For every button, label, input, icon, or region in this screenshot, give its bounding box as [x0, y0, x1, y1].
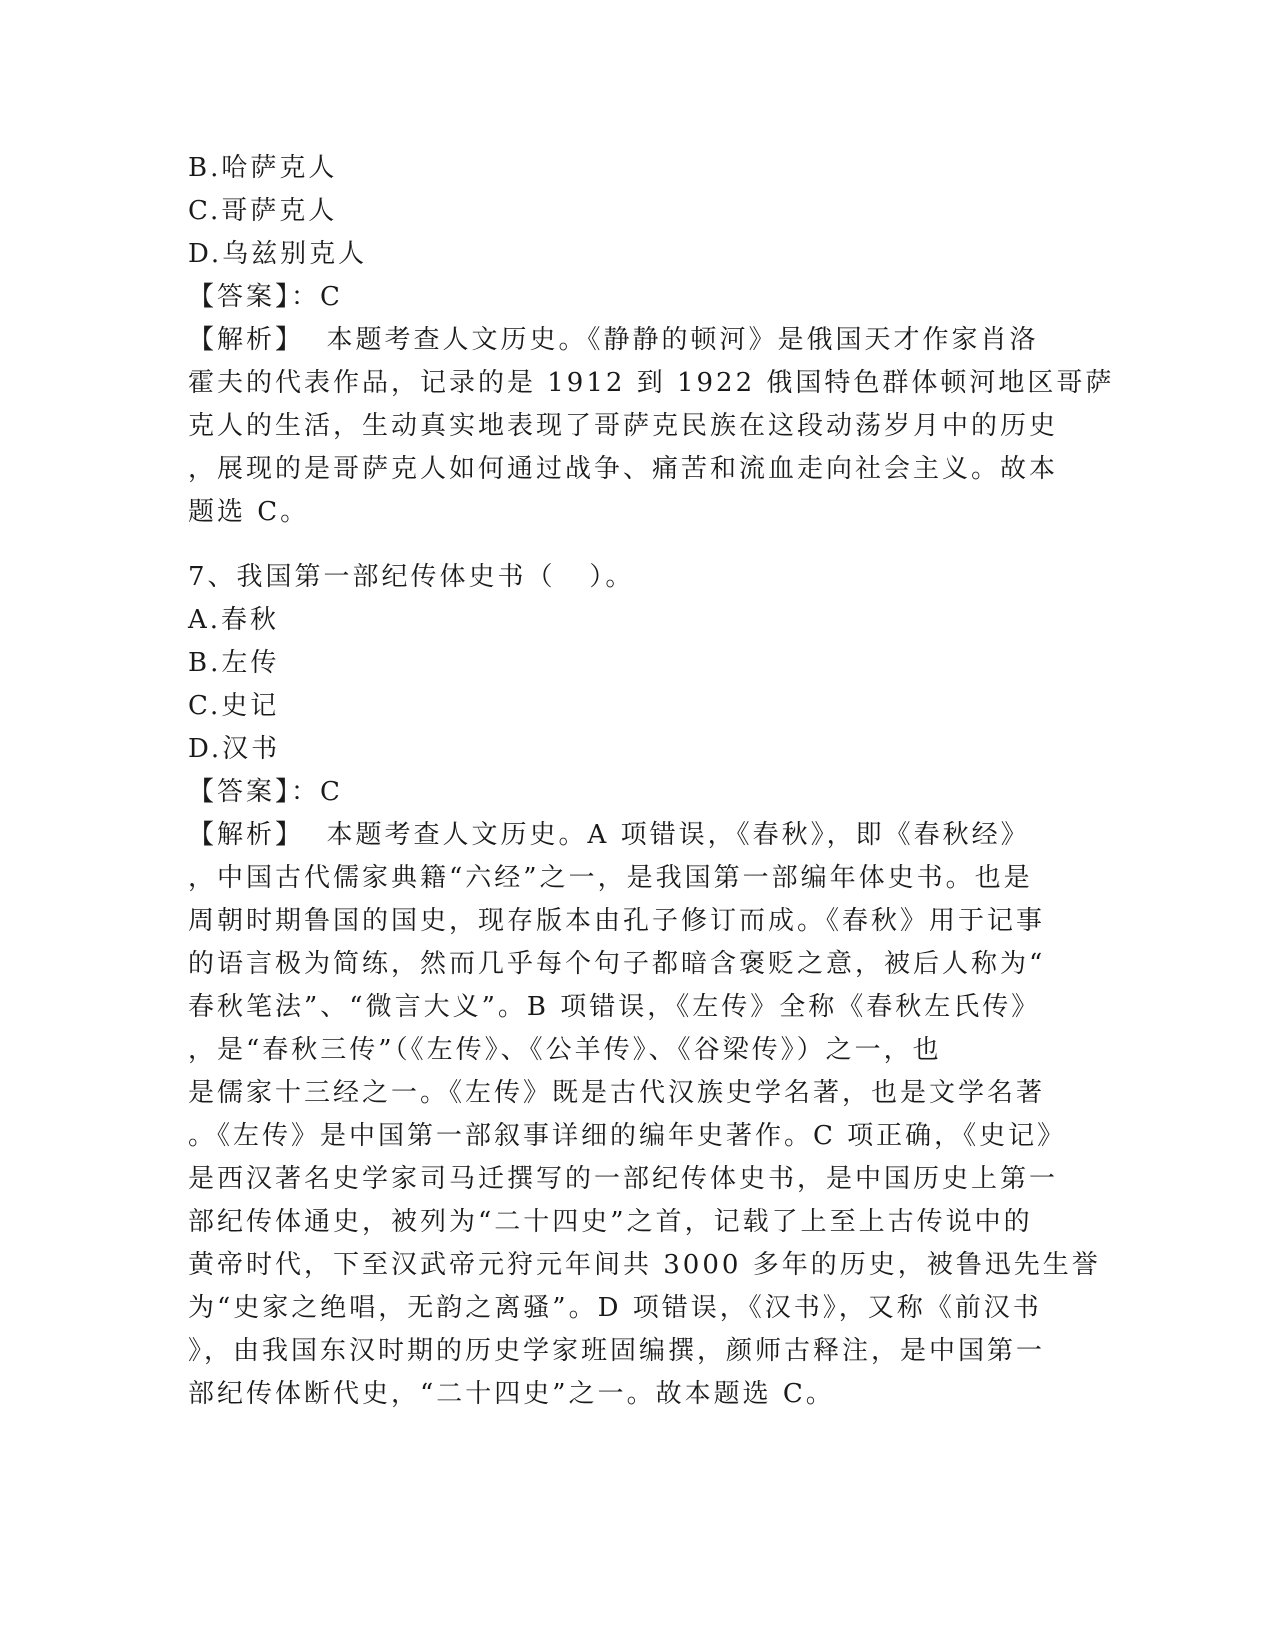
question-block-6 [188, 147, 1115, 534]
analysis-line: 黄帝时代，下至汉武帝元狩元年间共 3000 多年的历史，被鲁迅先生誉 [188, 1250, 1101, 1280]
option-d: D.汉书 [188, 734, 281, 764]
option-d: D.乌兹别克人 [188, 239, 368, 269]
analysis-line: 》，由我国东汉时期的历史学家班固编撰，颜师古释注，是中国第一 [188, 1336, 1046, 1366]
question-title: 7、我国第一部纪传体史书（ ）。 [188, 562, 635, 592]
analysis-line: 题选 C。 [188, 497, 310, 527]
analysis-line: ，展现的是哥萨克人如何通过战争、痛苦和流血走向社会主义。故本 [188, 454, 1059, 484]
analysis-line: 春秋笔法”、“微言大义”。B 项错误，《左传》全称《春秋左氏传》 [188, 992, 1041, 1022]
analysis-line: ，中国古代儒家典籍“六经”之一，是我国第一部编年体史书。也是 [188, 863, 1033, 893]
option-b: B.哈萨克人 [188, 153, 338, 183]
document-page [188, 147, 1115, 1416]
option-c: C.哥萨克人 [188, 196, 338, 226]
analysis-line: 【解析】 本题考查人文历史。A 项错误，《春秋》，即《春秋经》 [188, 820, 1030, 850]
analysis-line: 霍夫的代表作品，记录的是 1912 到 1922 俄国特色群体顿河地区哥萨 [188, 368, 1115, 398]
analysis-line: 的语言极为简练，然而几乎每个句子都暗含褒贬之意，被后人称为“ [188, 949, 1046, 979]
analysis-line: 部纪传体通史，被列为“二十四史”之首，记载了上至上古传说中的 [188, 1207, 1033, 1237]
block-spacer [188, 534, 1088, 556]
analysis-line: 是西汉著名史学家司马迁撰写的一部纪传体史书，是中国历史上第一 [188, 1164, 1059, 1194]
analysis-line: 是儒家十三经之一。《左传》既是古代汉族史学名著，也是文学名著 [188, 1078, 1046, 1108]
analysis-line: 部纪传体断代史，“二十四史”之一。故本题选 C。 [188, 1379, 835, 1409]
analysis-line: 克人的生活，生动真实地表现了哥萨克民族在这段动荡岁月中的历史 [188, 411, 1059, 441]
option-b: B.左传 [188, 648, 280, 678]
analysis-line: ，是“春秋三传”（《左传》、《公羊传》、《谷梁传》）之一，也 [188, 1035, 942, 1065]
question-block-7 [188, 556, 1101, 1416]
answer-line: 【答案】：C [188, 282, 343, 312]
analysis-line: 周朝时期鲁国的国史，现存版本由孔子修订而成。《春秋》用于记事 [188, 906, 1046, 936]
answer-line: 【答案】：C [188, 777, 343, 807]
analysis-line: 为“史家之绝唱，无韵之离骚”。D 项错误，《汉书》，又称《前汉书 [188, 1293, 1042, 1323]
option-a: A.春秋 [188, 605, 280, 635]
option-c: C.史记 [188, 691, 280, 721]
analysis-line: 【解析】 本题考查人文历史。《静静的顿河》是俄国天才作家肖洛 [188, 325, 1039, 355]
analysis-line: 。《左传》是中国第一部叙事详细的编年史著作。C 项正确，《史记》 [188, 1121, 1067, 1151]
